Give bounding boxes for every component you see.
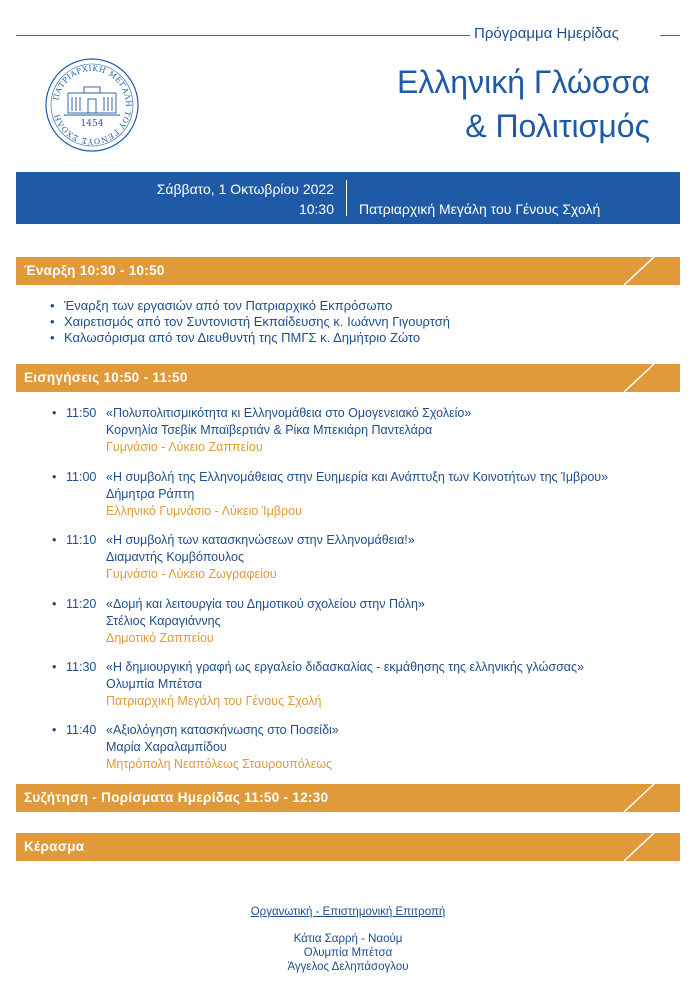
opening-list — [50, 298, 450, 346]
section-opening-band — [16, 257, 680, 285]
talk-time: 11:10 — [66, 533, 97, 547]
bullet-icon: • — [52, 533, 57, 547]
bullet-icon: • — [52, 406, 57, 420]
event-time: 10:30 — [298, 201, 334, 217]
bullet-icon: • — [52, 597, 57, 611]
list-item: • Έναρξη των εργασιών από τον Πατριαρχικό Εκπρόσωπο — [50, 298, 393, 313]
talk-title: «Η συμβολή της Ελληνομάθειας στην Ευημερία και Ανάπτυξη των Κοινοτήτων της Ίμβρου» — [106, 470, 609, 484]
band-stripe-icon — [610, 257, 680, 285]
section-discussion-band — [16, 784, 680, 812]
talk-title: «Η δημιουργική γραφή ως εργαλείο διδασκαλίας - εκμάθησης της ελληνικής γλώσσας» — [106, 660, 585, 674]
committee-block — [0, 906, 696, 974]
talk-time: 11:50 — [66, 406, 97, 420]
section-talks-label: Εισηγήσεις 10:50 - 11:50 — [24, 370, 188, 385]
committee-heading: Οργανωτική - Επιστημονική Επιτροπή — [250, 906, 446, 918]
talk-time: 11:20 — [66, 597, 97, 611]
band-stripe-icon — [610, 784, 680, 812]
section-opening-label: Έναρξη 10:30 - 10:50 — [24, 263, 165, 278]
band-stripe-icon — [610, 833, 680, 861]
committee-member: Άγγελος Δεληπάσογλου — [287, 961, 409, 973]
talk-school: Δημοτικό Ζαππείου — [106, 631, 214, 645]
bullet-icon: • — [52, 470, 57, 484]
talk-title: «Αξιολόγηση κατασκήνωσης στο Ποσείδι» — [106, 723, 339, 737]
talk-school: Γυμνάσιο - Λύκειο Ζωγραφείου — [106, 567, 277, 581]
talk-speaker: Στέλιος Καραγιάννης — [106, 614, 221, 628]
talk-school: Ελληνικό Γυμνάσιο - Λύκειο Ίμβρου — [106, 504, 302, 518]
talk-title: «Η συμβολή των κατασκηνώσεων στην Ελληνομάθεια!» — [106, 533, 415, 547]
banner-divider — [346, 180, 347, 216]
event-date: Σάββατο, 1 Οκτωβρίου 2022 — [156, 181, 334, 197]
talk-title: «Πολυπολιτισμικότητα κι Ελληνομάθεια στο Ομογενειακό Σχολείο» — [106, 406, 472, 420]
committee-member: Κάτια Σαρρή - Ναούμ — [293, 933, 403, 945]
talk-time: 11:00 — [66, 470, 97, 484]
talk-school: Γυμνάσιο - Λύκειο Ζαππείου — [106, 440, 263, 454]
bullet-icon: • — [50, 330, 55, 345]
bullet-icon: • — [52, 723, 57, 737]
bullet-icon: • — [50, 314, 55, 329]
list-item: • Χαιρετισμός από τον Συντονιστή Εκπαίδευσης κ. Ιωάννη Γιγουρτσή — [50, 314, 450, 329]
talk-speaker: Ολυμπία Μπέτσα — [106, 677, 203, 691]
committee-member: Ολυμπία Μπέτσα — [303, 947, 393, 959]
talk-speaker: Μαρία Χαραλαμπίδου — [106, 740, 227, 754]
section-talks-band — [16, 364, 680, 392]
talk-school: Πατριαρχική Μεγάλη του Γένους Σχολή — [106, 694, 322, 708]
talk-title: «Δομή και λειτουργία του Δημοτικού σχολείου στην Πόλη» — [106, 597, 425, 611]
page-title-line1: Ελληνική Γλώσσα — [396, 64, 650, 100]
school-seal-logo — [44, 57, 140, 153]
list-item: • Καλωσόρισμα από τον Διευθυντή της ΠΜΓΣ κ. Δημήτριο Ζώτο — [50, 330, 421, 345]
section-discussion-label: Συζήτηση - Πορίσματα Ημερίδας 11:50 - 12:30 — [24, 790, 329, 805]
bullet-icon: • — [52, 660, 57, 674]
seal-year: 1454 — [80, 119, 104, 129]
header-rule-end — [660, 35, 680, 36]
header-rule — [16, 35, 470, 36]
event-banner — [16, 172, 680, 224]
bullet-icon: • — [50, 298, 55, 313]
talk-speaker: Διαμαντής Κομβόπουλος — [106, 550, 244, 564]
talk-time: 11:30 — [66, 660, 97, 674]
program-label: Πρόγραμμα Ημερίδας — [474, 25, 619, 42]
talk-speaker: Κορνηλία Τσεβίκ Μπαϊβερτιάν & Ρίκα Μπεκιάρη Παντελάρα — [106, 423, 433, 437]
talk-school: Μητρόπολη Νεαπόλεως Σταυρουπόλεως — [106, 757, 333, 771]
event-venue: Πατριαρχική Μεγάλη του Γένους Σχολή — [359, 201, 601, 217]
section-reception-band — [16, 833, 680, 861]
seal-text: ΠΑΤΡΙΑΡΧΙΚΗ ΜΕΓΑΛΗ ΤΟΥ ΓΕΝΟΥΣ ΣΧΟΛΗ — [51, 63, 134, 147]
band-stripe-icon — [610, 364, 680, 392]
section-reception-label: Κέρασμα — [24, 839, 85, 854]
page-title-line2: & Πολιτισμός — [465, 108, 650, 144]
talk-time: 11:40 — [66, 723, 97, 737]
talk-speaker: Δήμητρα Ράπτη — [106, 487, 195, 501]
